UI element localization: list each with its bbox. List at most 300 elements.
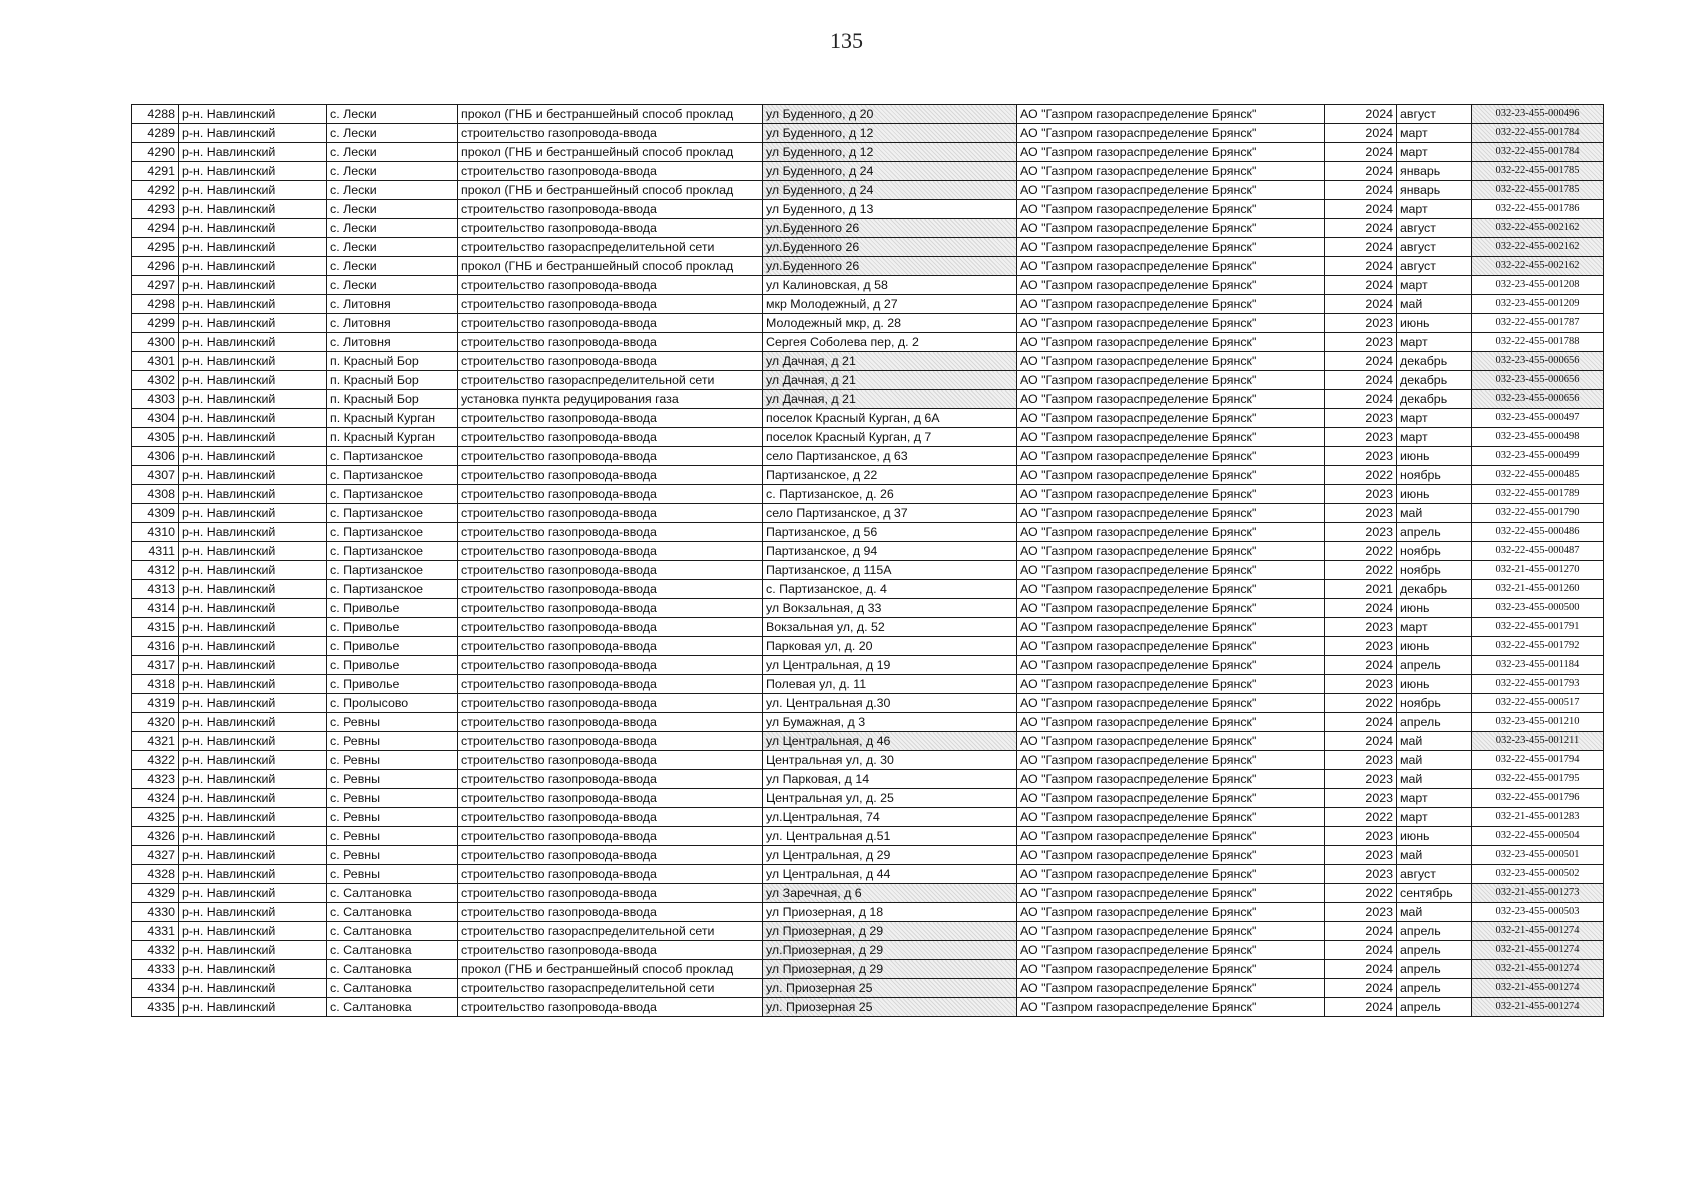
registry-code-cell: 032-23-455-001184 bbox=[1472, 656, 1604, 675]
locality-cell: с. Ревны bbox=[327, 713, 458, 732]
month-cell: ноябрь bbox=[1397, 542, 1472, 561]
locality-cell: с. Литовня bbox=[327, 295, 458, 314]
organization-cell: АО "Газпром газораспределение Брянск" bbox=[1017, 105, 1325, 124]
month-cell: январь bbox=[1397, 162, 1472, 181]
year-cell: 2024 bbox=[1325, 295, 1397, 314]
district-cell: р-н. Навлинский bbox=[179, 827, 327, 846]
month-cell: август bbox=[1397, 105, 1472, 124]
organization-cell: АО "Газпром газораспределение Брянск" bbox=[1017, 143, 1325, 162]
work-type-cell: прокол (ГНБ и бестраншейный способ проклад bbox=[458, 257, 763, 276]
district-cell: р-н. Навлинский bbox=[179, 466, 327, 485]
table-row bbox=[132, 276, 1604, 295]
organization-cell: АО "Газпром газораспределение Брянск" bbox=[1017, 637, 1325, 656]
table-row bbox=[132, 200, 1604, 219]
address-cell: мкр Молодежный, д 27 bbox=[763, 295, 1017, 314]
registry-code-cell: 032-22-455-001791 bbox=[1472, 618, 1604, 637]
work-type-cell: прокол (ГНБ и бестраншейный способ проклад bbox=[458, 105, 763, 124]
address-cell: Полевая ул, д. 11 bbox=[763, 675, 1017, 694]
registry-code-cell: 032-23-455-000500 bbox=[1472, 599, 1604, 618]
registry-code-cell: 032-22-455-002162 bbox=[1472, 219, 1604, 238]
month-cell: июнь bbox=[1397, 675, 1472, 694]
table-row bbox=[132, 865, 1604, 884]
address-cell: Вокзальная ул, д. 52 bbox=[763, 618, 1017, 637]
address-cell: ул Центральная, д 29 bbox=[763, 846, 1017, 865]
table-row bbox=[132, 941, 1604, 960]
month-cell: апрель bbox=[1397, 656, 1472, 675]
work-type-cell: строительство газораспределительной сети bbox=[458, 979, 763, 998]
table-row bbox=[132, 922, 1604, 941]
year-cell: 2024 bbox=[1325, 238, 1397, 257]
registry-code-cell: 032-21-455-001283 bbox=[1472, 808, 1604, 827]
work-type-cell: строительство газопровода-ввода bbox=[458, 504, 763, 523]
table-row bbox=[132, 333, 1604, 352]
month-cell: март bbox=[1397, 808, 1472, 827]
row-number-cell: 4305 bbox=[132, 428, 179, 447]
district-cell: р-н. Навлинский bbox=[179, 808, 327, 827]
district-cell: р-н. Навлинский bbox=[179, 504, 327, 523]
registry-code-cell: 032-22-455-001796 bbox=[1472, 789, 1604, 808]
locality-cell: п. Красный Бор bbox=[327, 390, 458, 409]
row-number-cell: 4306 bbox=[132, 447, 179, 466]
registry-code-cell: 032-23-455-001210 bbox=[1472, 713, 1604, 732]
address-cell: ул Заречная, д 6 bbox=[763, 884, 1017, 903]
locality-cell: с. Салтановка bbox=[327, 922, 458, 941]
locality-cell: с. Приволье bbox=[327, 637, 458, 656]
locality-cell: с. Приволье bbox=[327, 599, 458, 618]
work-type-cell: строительство газопровода-ввода bbox=[458, 808, 763, 827]
year-cell: 2023 bbox=[1325, 846, 1397, 865]
address-cell: ул Центральная, д 19 bbox=[763, 656, 1017, 675]
locality-cell: с. Ревны bbox=[327, 808, 458, 827]
year-cell: 2023 bbox=[1325, 827, 1397, 846]
district-cell: р-н. Навлинский bbox=[179, 333, 327, 352]
table-row bbox=[132, 181, 1604, 200]
year-cell: 2023 bbox=[1325, 675, 1397, 694]
address-cell: ул Вокзальная, д 33 bbox=[763, 599, 1017, 618]
address-cell: Центральная ул, д. 25 bbox=[763, 789, 1017, 808]
month-cell: март bbox=[1397, 428, 1472, 447]
locality-cell: с. Партизанское bbox=[327, 504, 458, 523]
organization-cell: АО "Газпром газораспределение Брянск" bbox=[1017, 181, 1325, 200]
address-cell: ул Парковая, д 14 bbox=[763, 770, 1017, 789]
organization-cell: АО "Газпром газораспределение Брянск" bbox=[1017, 542, 1325, 561]
work-type-cell: строительство газопровода-ввода bbox=[458, 124, 763, 143]
address-cell: ул Буденного, д 12 bbox=[763, 143, 1017, 162]
page-number: 135 bbox=[830, 28, 863, 53]
row-number-cell: 4334 bbox=[132, 979, 179, 998]
row-number-cell: 4304 bbox=[132, 409, 179, 428]
registry-code-cell: 032-22-455-002162 bbox=[1472, 257, 1604, 276]
registry-table bbox=[131, 104, 1604, 1017]
address-cell: ул. Центральная д.30 bbox=[763, 694, 1017, 713]
registry-code-cell: 032-23-455-000499 bbox=[1472, 447, 1604, 466]
organization-cell: АО "Газпром газораспределение Брянск" bbox=[1017, 599, 1325, 618]
registry-code-cell: 032-22-455-001788 bbox=[1472, 333, 1604, 352]
year-cell: 2024 bbox=[1325, 219, 1397, 238]
registry-code-cell: 032-22-455-000485 bbox=[1472, 466, 1604, 485]
month-cell: июнь bbox=[1397, 447, 1472, 466]
address-cell: с. Партизанское, д. 4 bbox=[763, 580, 1017, 599]
registry-code-cell: 032-21-455-001274 bbox=[1472, 979, 1604, 998]
month-cell: декабрь bbox=[1397, 390, 1472, 409]
locality-cell: с. Лески bbox=[327, 238, 458, 257]
row-number-cell: 4333 bbox=[132, 960, 179, 979]
work-type-cell: строительство газопровода-ввода bbox=[458, 485, 763, 504]
row-number-cell: 4292 bbox=[132, 181, 179, 200]
year-cell: 2024 bbox=[1325, 105, 1397, 124]
registry-code-cell: 032-23-455-001208 bbox=[1472, 276, 1604, 295]
locality-cell: с. Литовня bbox=[327, 314, 458, 333]
organization-cell: АО "Газпром газораспределение Брянск" bbox=[1017, 162, 1325, 181]
month-cell: апрель bbox=[1397, 713, 1472, 732]
row-number-cell: 4299 bbox=[132, 314, 179, 333]
address-cell: ул.Буденного 26 bbox=[763, 257, 1017, 276]
work-type-cell: строительство газопровода-ввода bbox=[458, 466, 763, 485]
district-cell: р-н. Навлинский bbox=[179, 732, 327, 751]
work-type-cell: строительство газопровода-ввода bbox=[458, 580, 763, 599]
row-number-cell: 4303 bbox=[132, 390, 179, 409]
address-cell: ул. Приозерная 25 bbox=[763, 998, 1017, 1017]
row-number-cell: 4296 bbox=[132, 257, 179, 276]
locality-cell: с. Ревны bbox=[327, 732, 458, 751]
table-row bbox=[132, 523, 1604, 542]
month-cell: декабрь bbox=[1397, 371, 1472, 390]
table-row bbox=[132, 846, 1604, 865]
locality-cell: с. Приволье bbox=[327, 656, 458, 675]
month-cell: ноябрь bbox=[1397, 561, 1472, 580]
organization-cell: АО "Газпром газораспределение Брянск" bbox=[1017, 732, 1325, 751]
organization-cell: АО "Газпром газораспределение Брянск" bbox=[1017, 770, 1325, 789]
work-type-cell: строительство газопровода-ввода bbox=[458, 599, 763, 618]
locality-cell: с. Лески bbox=[327, 257, 458, 276]
district-cell: р-н. Навлинский bbox=[179, 390, 327, 409]
district-cell: р-н. Навлинский bbox=[179, 789, 327, 808]
year-cell: 2024 bbox=[1325, 390, 1397, 409]
address-cell: ул Буденного, д 20 bbox=[763, 105, 1017, 124]
row-number-cell: 4312 bbox=[132, 561, 179, 580]
district-cell: р-н. Навлинский bbox=[179, 922, 327, 941]
work-type-cell: строительство газопровода-ввода bbox=[458, 884, 763, 903]
work-type-cell: строительство газопровода-ввода bbox=[458, 694, 763, 713]
year-cell: 2023 bbox=[1325, 447, 1397, 466]
work-type-cell: строительство газораспределительной сети bbox=[458, 371, 763, 390]
year-cell: 2023 bbox=[1325, 865, 1397, 884]
year-cell: 2024 bbox=[1325, 200, 1397, 219]
registry-code-cell: 032-22-455-001795 bbox=[1472, 770, 1604, 789]
row-number-cell: 4308 bbox=[132, 485, 179, 504]
address-cell: Парковая ул, д. 20 bbox=[763, 637, 1017, 656]
address-cell: ул Буденного, д 12 bbox=[763, 124, 1017, 143]
month-cell: апрель bbox=[1397, 922, 1472, 941]
district-cell: р-н. Навлинский bbox=[179, 713, 327, 732]
locality-cell: с. Ревны bbox=[327, 789, 458, 808]
address-cell: село Партизанское, д 63 bbox=[763, 447, 1017, 466]
year-cell: 2022 bbox=[1325, 808, 1397, 827]
locality-cell: с. Пролысово bbox=[327, 694, 458, 713]
address-cell: ул Дачная, д 21 bbox=[763, 352, 1017, 371]
district-cell: р-н. Навлинский bbox=[179, 751, 327, 770]
locality-cell: с. Лески bbox=[327, 162, 458, 181]
month-cell: январь bbox=[1397, 181, 1472, 200]
work-type-cell: строительство газопровода-ввода bbox=[458, 276, 763, 295]
district-cell: р-н. Навлинский bbox=[179, 371, 327, 390]
organization-cell: АО "Газпром газораспределение Брянск" bbox=[1017, 713, 1325, 732]
work-type-cell: строительство газопровода-ввода bbox=[458, 903, 763, 922]
district-cell: р-н. Навлинский bbox=[179, 979, 327, 998]
month-cell: март bbox=[1397, 789, 1472, 808]
work-type-cell: строительство газопровода-ввода bbox=[458, 618, 763, 637]
district-cell: р-н. Навлинский bbox=[179, 998, 327, 1017]
organization-cell: АО "Газпром газораспределение Брянск" bbox=[1017, 580, 1325, 599]
row-number-cell: 4310 bbox=[132, 523, 179, 542]
address-cell: ул.Приозерная, д 29 bbox=[763, 941, 1017, 960]
row-number-cell: 4294 bbox=[132, 219, 179, 238]
work-type-cell: прокол (ГНБ и бестраншейный способ проклад bbox=[458, 143, 763, 162]
organization-cell: АО "Газпром газораспределение Брянск" bbox=[1017, 941, 1325, 960]
year-cell: 2023 bbox=[1325, 428, 1397, 447]
row-number-cell: 4332 bbox=[132, 941, 179, 960]
district-cell: р-н. Навлинский bbox=[179, 960, 327, 979]
address-cell: ул Бумажная, д 3 bbox=[763, 713, 1017, 732]
row-number-cell: 4307 bbox=[132, 466, 179, 485]
year-cell: 2023 bbox=[1325, 485, 1397, 504]
organization-cell: АО "Газпром газораспределение Брянск" bbox=[1017, 409, 1325, 428]
year-cell: 2022 bbox=[1325, 561, 1397, 580]
registry-code-cell: 032-23-455-000656 bbox=[1472, 352, 1604, 371]
district-cell: р-н. Навлинский bbox=[179, 865, 327, 884]
organization-cell: АО "Газпром газораспределение Брянск" bbox=[1017, 865, 1325, 884]
row-number-cell: 4324 bbox=[132, 789, 179, 808]
registry-code-cell: 032-23-455-001209 bbox=[1472, 295, 1604, 314]
table-row bbox=[132, 675, 1604, 694]
row-number-cell: 4320 bbox=[132, 713, 179, 732]
month-cell: март bbox=[1397, 200, 1472, 219]
row-number-cell: 4289 bbox=[132, 124, 179, 143]
work-type-cell: строительство газопровода-ввода bbox=[458, 846, 763, 865]
locality-cell: с. Партизанское bbox=[327, 523, 458, 542]
year-cell: 2022 bbox=[1325, 884, 1397, 903]
month-cell: май bbox=[1397, 903, 1472, 922]
year-cell: 2023 bbox=[1325, 618, 1397, 637]
registry-code-cell: 032-22-455-001789 bbox=[1472, 485, 1604, 504]
organization-cell: АО "Газпром газораспределение Брянск" bbox=[1017, 922, 1325, 941]
locality-cell: с. Лески bbox=[327, 105, 458, 124]
district-cell: р-н. Навлинский bbox=[179, 428, 327, 447]
registry-code-cell: 032-22-455-000504 bbox=[1472, 827, 1604, 846]
organization-cell: АО "Газпром газораспределение Брянск" bbox=[1017, 333, 1325, 352]
district-cell: р-н. Навлинский bbox=[179, 485, 327, 504]
month-cell: март bbox=[1397, 143, 1472, 162]
locality-cell: п. Красный Бор bbox=[327, 371, 458, 390]
registry-code-cell: 032-22-455-002162 bbox=[1472, 238, 1604, 257]
table-row bbox=[132, 485, 1604, 504]
address-cell: ул.Центральная, 74 bbox=[763, 808, 1017, 827]
address-cell: Партизанское, д 115А bbox=[763, 561, 1017, 580]
address-cell: Партизанское, д 22 bbox=[763, 466, 1017, 485]
month-cell: апрель bbox=[1397, 998, 1472, 1017]
row-number-cell: 4314 bbox=[132, 599, 179, 618]
district-cell: р-н. Навлинский bbox=[179, 143, 327, 162]
table-row bbox=[132, 314, 1604, 333]
work-type-cell: строительство газопровода-ввода bbox=[458, 713, 763, 732]
row-number-cell: 4326 bbox=[132, 827, 179, 846]
table-row bbox=[132, 561, 1604, 580]
row-number-cell: 4288 bbox=[132, 105, 179, 124]
year-cell: 2024 bbox=[1325, 599, 1397, 618]
row-number-cell: 4309 bbox=[132, 504, 179, 523]
locality-cell: с. Лески bbox=[327, 181, 458, 200]
row-number-cell: 4322 bbox=[132, 751, 179, 770]
work-type-cell: прокол (ГНБ и бестраншейный способ проклад bbox=[458, 960, 763, 979]
locality-cell: с. Партизанское bbox=[327, 447, 458, 466]
organization-cell: АО "Газпром газораспределение Брянск" bbox=[1017, 485, 1325, 504]
locality-cell: с. Ревны bbox=[327, 751, 458, 770]
work-type-cell: строительство газопровода-ввода bbox=[458, 314, 763, 333]
month-cell: май bbox=[1397, 751, 1472, 770]
organization-cell: АО "Газпром газораспределение Брянск" bbox=[1017, 808, 1325, 827]
table-row bbox=[132, 352, 1604, 371]
organization-cell: АО "Газпром газораспределение Брянск" bbox=[1017, 789, 1325, 808]
organization-cell: АО "Газпром газораспределение Брянск" bbox=[1017, 257, 1325, 276]
table-row bbox=[132, 656, 1604, 675]
table-row bbox=[132, 257, 1604, 276]
table-row bbox=[132, 618, 1604, 637]
year-cell: 2024 bbox=[1325, 371, 1397, 390]
address-cell: ул Приозерная, д 18 bbox=[763, 903, 1017, 922]
row-number-cell: 4323 bbox=[132, 770, 179, 789]
table-row bbox=[132, 808, 1604, 827]
month-cell: июнь bbox=[1397, 827, 1472, 846]
table-row bbox=[132, 998, 1604, 1017]
row-number-cell: 4291 bbox=[132, 162, 179, 181]
organization-cell: АО "Газпром газораспределение Брянск" bbox=[1017, 295, 1325, 314]
month-cell: апрель bbox=[1397, 941, 1472, 960]
year-cell: 2023 bbox=[1325, 751, 1397, 770]
row-number-cell: 4293 bbox=[132, 200, 179, 219]
address-cell: ул Центральная, д 46 bbox=[763, 732, 1017, 751]
month-cell: декабрь bbox=[1397, 580, 1472, 599]
work-type-cell: строительство газопровода-ввода bbox=[458, 865, 763, 884]
address-cell: ул Буденного, д 13 bbox=[763, 200, 1017, 219]
district-cell: р-н. Навлинский bbox=[179, 105, 327, 124]
locality-cell: с. Партизанское bbox=[327, 485, 458, 504]
row-number-cell: 4313 bbox=[132, 580, 179, 599]
table-row bbox=[132, 903, 1604, 922]
organization-cell: АО "Газпром газораспределение Брянск" bbox=[1017, 694, 1325, 713]
year-cell: 2022 bbox=[1325, 542, 1397, 561]
registry-code-cell: 032-22-455-001785 bbox=[1472, 162, 1604, 181]
organization-cell: АО "Газпром газораспределение Брянск" bbox=[1017, 884, 1325, 903]
row-number-cell: 4298 bbox=[132, 295, 179, 314]
locality-cell: с. Ревны bbox=[327, 770, 458, 789]
month-cell: март bbox=[1397, 124, 1472, 143]
organization-cell: АО "Газпром газораспределение Брянск" bbox=[1017, 827, 1325, 846]
locality-cell: с. Салтановка bbox=[327, 960, 458, 979]
registry-code-cell: 032-22-455-001786 bbox=[1472, 200, 1604, 219]
row-number-cell: 4327 bbox=[132, 846, 179, 865]
address-cell: Центральная ул, д. 30 bbox=[763, 751, 1017, 770]
registry-code-cell: 032-23-455-000656 bbox=[1472, 371, 1604, 390]
registry-code-cell: 032-21-455-001274 bbox=[1472, 941, 1604, 960]
organization-cell: АО "Газпром газораспределение Брянск" bbox=[1017, 618, 1325, 637]
locality-cell: с. Ревны bbox=[327, 846, 458, 865]
address-cell: Партизанское, д 94 bbox=[763, 542, 1017, 561]
organization-cell: АО "Газпром газораспределение Брянск" bbox=[1017, 200, 1325, 219]
address-cell: ул. Центральная д.51 bbox=[763, 827, 1017, 846]
locality-cell: с. Салтановка bbox=[327, 903, 458, 922]
locality-cell: с. Лески bbox=[327, 276, 458, 295]
year-cell: 2024 bbox=[1325, 143, 1397, 162]
table-row bbox=[132, 238, 1604, 257]
work-type-cell: строительство газопровода-ввода bbox=[458, 732, 763, 751]
address-cell: ул Буденного, д 24 bbox=[763, 181, 1017, 200]
table-row bbox=[132, 162, 1604, 181]
table-row bbox=[132, 504, 1604, 523]
district-cell: р-н. Навлинский bbox=[179, 770, 327, 789]
registry-code-cell: 032-23-455-000502 bbox=[1472, 865, 1604, 884]
month-cell: апрель bbox=[1397, 523, 1472, 542]
address-cell: с. Партизанское, д. 26 bbox=[763, 485, 1017, 504]
month-cell: ноябрь bbox=[1397, 466, 1472, 485]
table-row bbox=[132, 960, 1604, 979]
month-cell: декабрь bbox=[1397, 352, 1472, 371]
year-cell: 2023 bbox=[1325, 314, 1397, 333]
locality-cell: с. Ревны bbox=[327, 865, 458, 884]
year-cell: 2022 bbox=[1325, 466, 1397, 485]
district-cell: р-н. Навлинский bbox=[179, 162, 327, 181]
address-cell: поселок Красный Курган, д 7 bbox=[763, 428, 1017, 447]
row-number-cell: 4302 bbox=[132, 371, 179, 390]
locality-cell: с. Партизанское bbox=[327, 561, 458, 580]
table-row bbox=[132, 979, 1604, 998]
registry-code-cell: 032-22-455-001793 bbox=[1472, 675, 1604, 694]
month-cell: апрель bbox=[1397, 960, 1472, 979]
table-row bbox=[132, 770, 1604, 789]
year-cell: 2024 bbox=[1325, 276, 1397, 295]
district-cell: р-н. Навлинский bbox=[179, 257, 327, 276]
registry-code-cell: 032-22-455-001794 bbox=[1472, 751, 1604, 770]
registry-code-cell: 032-22-455-000517 bbox=[1472, 694, 1604, 713]
year-cell: 2024 bbox=[1325, 941, 1397, 960]
row-number-cell: 4295 bbox=[132, 238, 179, 257]
table-row bbox=[132, 732, 1604, 751]
row-number-cell: 4297 bbox=[132, 276, 179, 295]
locality-cell: с. Приволье bbox=[327, 675, 458, 694]
work-type-cell: строительство газопровода-ввода bbox=[458, 827, 763, 846]
year-cell: 2023 bbox=[1325, 523, 1397, 542]
address-cell: ул Дачная, д 21 bbox=[763, 371, 1017, 390]
district-cell: р-н. Навлинский bbox=[179, 238, 327, 257]
work-type-cell: строительство газопровода-ввода bbox=[458, 200, 763, 219]
address-cell: Сергея Соболева пер, д. 2 bbox=[763, 333, 1017, 352]
registry-code-cell: 032-23-455-000497 bbox=[1472, 409, 1604, 428]
district-cell: р-н. Навлинский bbox=[179, 200, 327, 219]
work-type-cell: строительство газопровода-ввода bbox=[458, 352, 763, 371]
work-type-cell: установка пункта редуцирования газа bbox=[458, 390, 763, 409]
month-cell: июнь bbox=[1397, 599, 1472, 618]
year-cell: 2023 bbox=[1325, 789, 1397, 808]
registry-code-cell: 032-22-455-000487 bbox=[1472, 542, 1604, 561]
organization-cell: АО "Газпром газораспределение Брянск" bbox=[1017, 276, 1325, 295]
locality-cell: с. Лески bbox=[327, 143, 458, 162]
registry-code-cell: 032-22-455-001787 bbox=[1472, 314, 1604, 333]
district-cell: р-н. Навлинский bbox=[179, 675, 327, 694]
work-type-cell: строительство газопровода-ввода bbox=[458, 295, 763, 314]
year-cell: 2024 bbox=[1325, 979, 1397, 998]
address-cell: ул.Буденного 26 bbox=[763, 238, 1017, 257]
registry-code-cell: 032-23-455-000503 bbox=[1472, 903, 1604, 922]
table-row bbox=[132, 827, 1604, 846]
